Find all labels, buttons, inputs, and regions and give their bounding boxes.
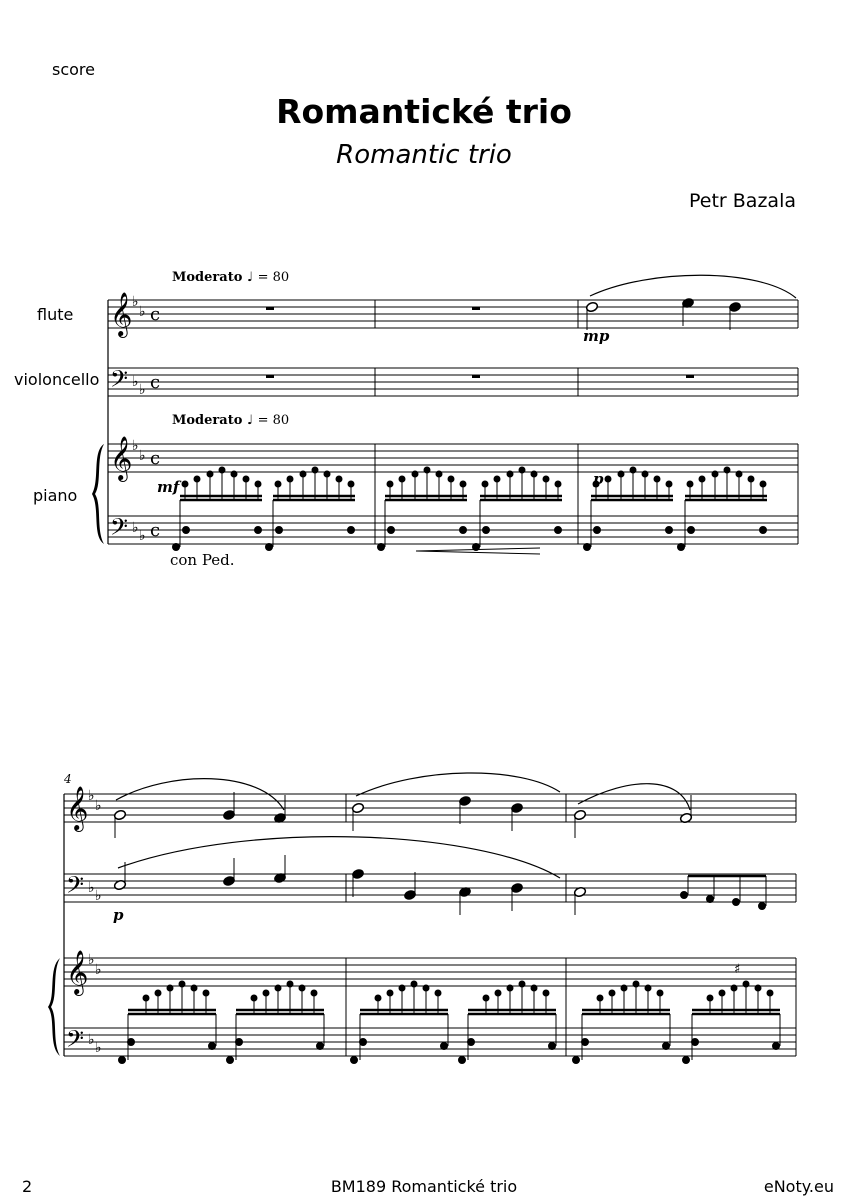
treble-clef-icon: 𝄞 <box>66 950 89 994</box>
svg-text:♭: ♭ <box>139 382 146 398</box>
svg-text:♭: ♭ <box>95 1040 102 1056</box>
svg-text:♭: ♭ <box>139 528 146 544</box>
svg-text:c: c <box>150 448 161 469</box>
treble-clef-icon: 𝄞 <box>66 786 89 830</box>
svg-text:c: c <box>150 304 161 325</box>
pedal-marking: con Ped. <box>170 551 235 569</box>
dynamic-p-cello: p <box>113 906 124 924</box>
svg-text:♭: ♭ <box>88 880 95 896</box>
svg-text:♭: ♭ <box>95 888 102 904</box>
svg-text:♭: ♭ <box>88 952 95 968</box>
quarter-note-icon: ♩ <box>246 270 254 285</box>
svg-text:♭: ♭ <box>132 294 139 310</box>
svg-text:♭: ♭ <box>132 374 139 390</box>
svg-text:♭: ♭ <box>95 798 102 814</box>
footer-site[interactable]: eNoty.eu <box>763 1177 834 1196</box>
composer-name: Petr Bazala <box>689 190 796 212</box>
svg-text:♭: ♭ <box>95 962 102 978</box>
dynamic-mp: mp <box>583 327 610 345</box>
tempo-value: = 80 <box>257 413 290 428</box>
instrument-piano: piano <box>33 486 78 505</box>
rests <box>266 307 694 378</box>
page-number: 2 <box>22 1177 33 1196</box>
piano-arpeggios-2 <box>119 981 781 1064</box>
flute-notes-2 <box>113 773 692 838</box>
bass-clef-icon: 𝄢 <box>66 1025 85 1058</box>
bass-clef-icon: 𝄢 <box>110 513 129 546</box>
piano-brace-1 <box>92 444 104 544</box>
treble-clef-icon: 𝄞 <box>110 292 133 336</box>
dynamic-mf: mf <box>157 478 180 496</box>
svg-text:♭: ♭ <box>139 448 146 464</box>
instrument-flute: flute <box>37 305 74 324</box>
svg-text:c: c <box>150 372 161 393</box>
page-subtitle: Romantic trio <box>336 140 512 170</box>
piano-brace-2 <box>48 958 60 1056</box>
treble-clef-icon: 𝄞 <box>110 436 133 480</box>
tempo-value: = 80 <box>257 270 290 285</box>
svg-text:♭: ♭ <box>88 1032 95 1048</box>
dynamic-p: p <box>593 470 604 488</box>
measure-number: 4 <box>64 772 72 786</box>
piano-arpeggios-1 <box>173 467 768 551</box>
piano-bass-staff-2 <box>64 1028 796 1056</box>
tempo-text: Moderato <box>172 270 243 285</box>
bass-clef-icon: 𝄢 <box>66 871 85 904</box>
quarter-note-icon: ♩ <box>246 413 254 428</box>
svg-text:♭: ♭ <box>132 438 139 454</box>
flute-notes-m3 <box>585 275 796 330</box>
footer-title: BM189 Romantické trio <box>330 1177 518 1196</box>
piano-treble-staff-2 <box>64 958 796 986</box>
piano-treble-staff-1 <box>108 444 798 472</box>
corner-label: score <box>52 60 95 79</box>
svg-text:♭: ♭ <box>88 788 95 804</box>
sharp-icon: ♯ <box>734 962 741 977</box>
svg-text:♭: ♭ <box>132 520 139 536</box>
tempo-text: Moderato <box>172 413 243 428</box>
svg-text:♭: ♭ <box>139 304 146 320</box>
svg-text:c: c <box>150 520 161 541</box>
cello-staff-1 <box>108 368 798 396</box>
cello-notes-2 <box>113 837 766 915</box>
page-title: Romantické trio <box>276 92 572 131</box>
bass-clef-icon: 𝄢 <box>110 365 129 398</box>
instrument-violoncello: violoncello <box>14 370 100 389</box>
flute-staff-1 <box>108 300 798 328</box>
